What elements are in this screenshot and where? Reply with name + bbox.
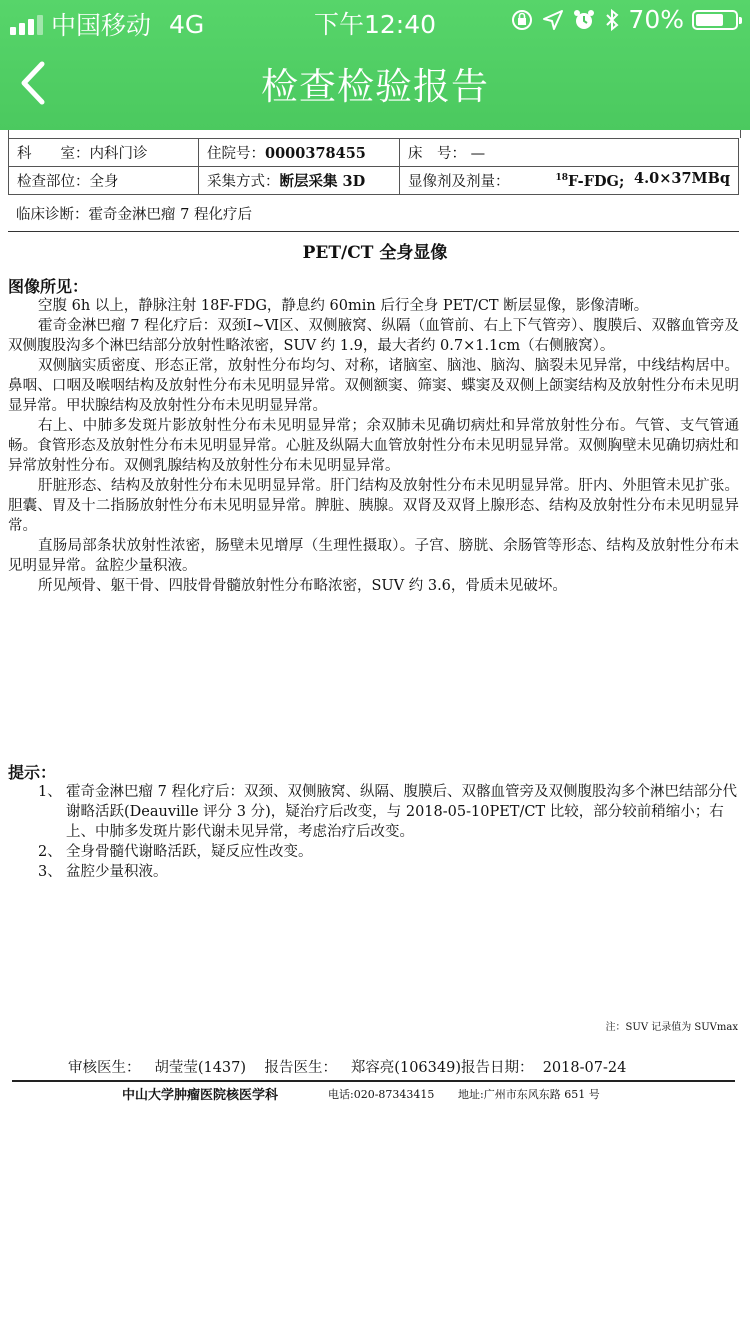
findings-paragraph: 空腹 6h 以上，静脉注射 18F-FDG，静息约 60min 后行全身 PET/CT 断层显像，影像清晰。 bbox=[38, 298, 649, 314]
tip-item bbox=[38, 862, 739, 882]
divider bbox=[8, 231, 739, 232]
reporter-label: 报告医生： bbox=[264, 1060, 337, 1076]
battery-percent: 70% bbox=[628, 5, 684, 34]
signature-line bbox=[68, 1056, 626, 1077]
dose-value: 4.0×37MBq bbox=[634, 170, 730, 187]
status-bar bbox=[0, 0, 750, 40]
findings-paragraph: 右上、中肺多发斑片影放射性分布未见明显异常；余双肺未见确切病灶和异常放射性分布。气管、支气管通畅。食管形态及放射性分布未见明显异常。心脏及纵隔大血管放射性分布未见明显异常。双侧胸壁未见确切病灶和异常放射性分布。双侧乳腺结构及放射性分布未见明显异常。 bbox=[8, 418, 739, 474]
tips-heading: 提示： bbox=[8, 763, 57, 782]
bed-label: 床 号： bbox=[408, 146, 466, 162]
app-header bbox=[0, 0, 750, 130]
table-row bbox=[9, 139, 739, 167]
table-row bbox=[9, 167, 739, 195]
tip-text: 霍奇金淋巴瘤 7 程化疗后：双颈、双侧腋窝、纵隔、腹膜后、双髂血管旁及双侧腹股沟多个淋巴结部分代谢略活跃(Deauville 评分 3 分)，疑治疗后改变，与 2018-05-10PET/CT 比较，部分较前稍缩小；右上、中肺多发斑片影代谢未见异常，考虑治疗后改变。 bbox=[66, 784, 737, 840]
network-label: 4G bbox=[169, 9, 205, 39]
bed-value: — bbox=[470, 146, 486, 162]
tip-item bbox=[38, 782, 739, 842]
tip-text: 盆腔少量积液。 bbox=[66, 864, 168, 880]
admission-value: 0000378455 bbox=[265, 145, 366, 162]
page-title: 检查检验报告 bbox=[261, 65, 489, 108]
dept-cell bbox=[9, 139, 199, 167]
battery-icon bbox=[692, 10, 738, 30]
orientation-lock-icon bbox=[510, 8, 534, 32]
findings-heading: 图像所见： bbox=[8, 277, 89, 296]
findings-paragraph: 霍奇金淋巴瘤 7 程化疗后：双颈Ⅰ~Ⅵ区、双侧腋窝、纵隔（血管前、右上下气管旁）、腹膜后、双髂血管旁及双侧腹股沟多个淋巴结部分放射性略浓密，SUV 约 1.9，最大者约 0.7×1.1cm（右侧腋窝）。 bbox=[8, 318, 739, 354]
tip-number: 3、 bbox=[38, 864, 62, 880]
dept-value: 内科门诊 bbox=[89, 146, 148, 162]
table-top-edge bbox=[8, 130, 741, 138]
location-icon bbox=[542, 9, 564, 31]
admission-cell bbox=[199, 139, 400, 167]
suv-note: 注：SUV 记录值为 SUVmax bbox=[605, 1022, 738, 1033]
agent-superscript: 18 bbox=[555, 173, 569, 184]
hospital-phone: 电话:020-87343415 bbox=[328, 1088, 435, 1101]
agent-cell bbox=[400, 167, 739, 195]
tip-number: 1、 bbox=[38, 784, 62, 800]
footer-divider bbox=[12, 1080, 735, 1082]
carrier-label: 中国移动 bbox=[51, 11, 152, 40]
findings-text bbox=[8, 296, 739, 596]
reporter-value: 郑容亮(106349) bbox=[350, 1060, 461, 1076]
tip-item bbox=[38, 842, 739, 862]
tips-list bbox=[38, 782, 739, 882]
agent-value: F-FDG; bbox=[568, 173, 625, 190]
part-cell bbox=[9, 167, 199, 195]
nav-bar bbox=[0, 42, 750, 126]
bluetooth-icon bbox=[604, 8, 620, 32]
method-label: 采集方式： bbox=[207, 174, 280, 190]
clinical-diagnosis bbox=[16, 203, 252, 224]
reviewer-value: 胡莹莹(1437) bbox=[154, 1060, 247, 1076]
bed-cell bbox=[400, 139, 739, 167]
method-cell bbox=[199, 167, 400, 195]
date-label: 报告日期： bbox=[460, 1060, 534, 1076]
findings-paragraph: 所见颅骨、躯干骨、四肢骨骨髓放射性分布略浓密，SUV 约 3.6，骨质未见破坏。 bbox=[38, 578, 567, 594]
clock: 下午12:40 bbox=[313, 10, 437, 39]
method-value: 断层采集 3D bbox=[279, 173, 366, 190]
tip-text: 全身骨髓代谢略活跃，疑反应性改变。 bbox=[66, 844, 313, 860]
part-label: 检查部位： bbox=[17, 174, 90, 190]
patient-info-table bbox=[8, 138, 739, 195]
findings-paragraph: 直肠局部条状放射性浓密，肠壁未见增厚（生理性摄取）。子宫、膀胱、余肠管等形态、结构及放射性分布未见明显异常。盆腔少量积液。 bbox=[8, 538, 739, 574]
tip-number: 2、 bbox=[38, 844, 62, 860]
part-value: 全身 bbox=[89, 174, 119, 190]
report-title: PET/CT 全身显像 bbox=[302, 243, 448, 263]
hospital-name: 中山大学肿瘤医院核医学科 bbox=[122, 1088, 279, 1103]
date-value: 2018-07-24 bbox=[542, 1060, 627, 1076]
agent-label: 显像剂及剂量： bbox=[408, 174, 510, 190]
diagnosis-label: 临床诊断： bbox=[16, 207, 89, 223]
reviewer-label: 审核医生： bbox=[68, 1060, 141, 1076]
admission-label: 住院号： bbox=[207, 146, 265, 162]
diagnosis-value: 霍奇金淋巴瘤 7 程化疗后 bbox=[88, 207, 252, 223]
findings-paragraph: 双侧脑实质密度、形态正常，放射性分布均匀、对称，诸脑室、脑池、脑沟、脑裂未见异常，中线结构居中。鼻咽、口咽及喉咽结构及放射性分布未见明显异常。双侧额窦、筛窦、蝶窦及双侧上颌窦结构及放射性分布未见明显异常。甲状腺结构及放射性分布未见明显异常。 bbox=[8, 358, 739, 414]
alarm-icon bbox=[572, 8, 596, 32]
dept-label: 科 室： bbox=[17, 146, 90, 162]
findings-paragraph: 肝脏形态、结构及放射性分布未见明显异常。肝门结构及放射性分布未见明显异常。肝内、外胆管未见扩张。胆囊、胃及十二指肠放射性分布未见明显异常。脾脏、胰腺。双肾及双肾上腺形态、结构及放射性分布未见明显异常。 bbox=[8, 478, 739, 534]
hospital-address: 地址:广州市东风东路 651 号 bbox=[458, 1088, 600, 1101]
